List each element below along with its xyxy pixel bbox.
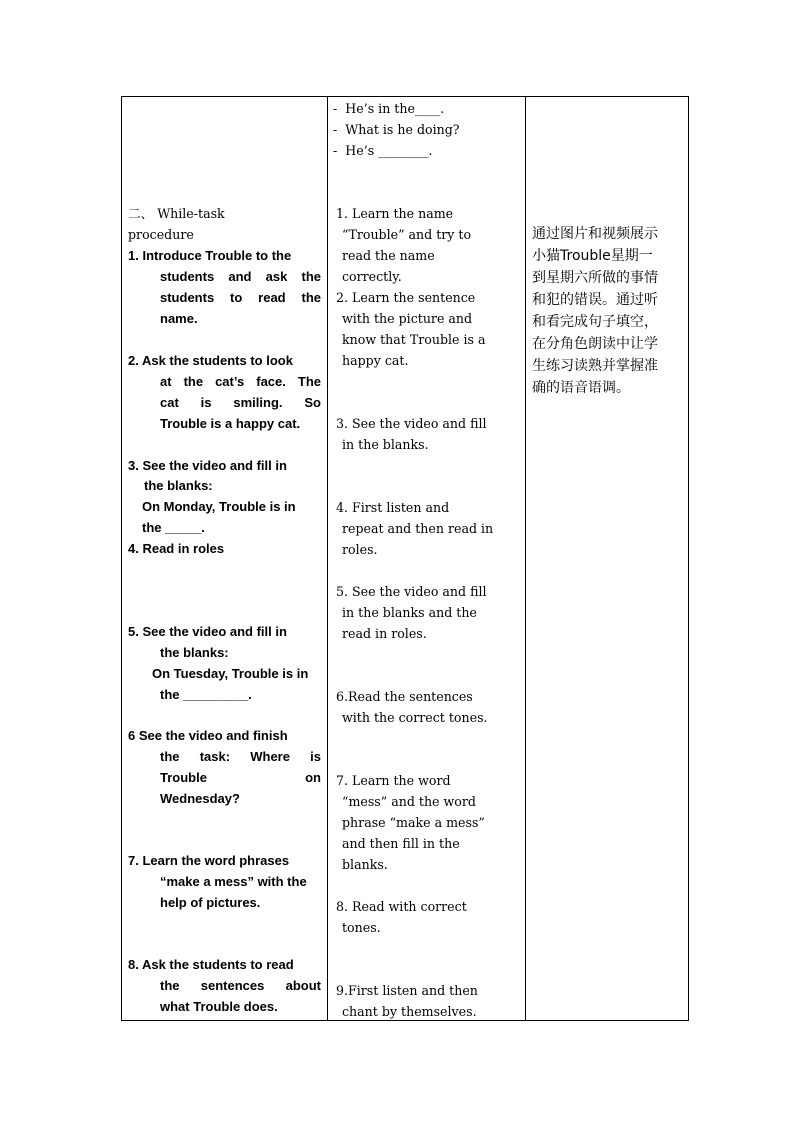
activity-line: and then fill in the — [342, 836, 460, 851]
activity-line: know that Trouble is a — [342, 332, 486, 347]
procedure-line: help of pictures. — [160, 895, 261, 910]
activity-line: 8. Read with correct — [336, 899, 467, 914]
design-purpose-column — [526, 97, 689, 1020]
activity-line: roles. — [342, 542, 378, 557]
procedure-line: On Monday, Trouble is in — [142, 499, 296, 514]
activity-line: “mess” and the word — [342, 794, 476, 809]
dialogue-line: - What is he doing? — [333, 122, 460, 137]
activity-line: repeat and then read in — [342, 521, 494, 536]
purpose-line: 到星期六所做的事情 — [532, 270, 658, 286]
procedure-line: the blanks: — [144, 478, 213, 493]
activity-line: “Trouble” and try to — [342, 227, 472, 242]
activity-line: 7. Learn the word — [336, 773, 451, 788]
purpose-line: 生练习读熟并掌握准 — [532, 358, 658, 374]
activity-line: correctly. — [342, 269, 402, 284]
purpose-line: 确的语音语调。 — [532, 380, 630, 396]
activity-line: blanks. — [342, 857, 388, 872]
section-heading: 二、 While-task — [128, 206, 225, 221]
procedure-line: 1. Introduce Trouble to the — [128, 248, 292, 263]
activity-line: 2. Learn the sentence — [336, 290, 476, 305]
procedure-line: 6 See the video and finish — [128, 728, 288, 743]
purpose-line: 和犯的错误。通过听 — [532, 292, 658, 308]
procedure-line: the task: Where is — [160, 749, 321, 764]
procedure-column — [122, 97, 327, 1020]
activity-line: phrase “make a mess” — [342, 815, 485, 830]
procedure-line: 2. Ask the students to look — [128, 353, 293, 368]
activity-line: 3. See the video and fill — [336, 416, 487, 431]
procedure-line: at the cat’s face. The — [160, 374, 321, 389]
procedure-line: 4. Read in roles — [128, 541, 225, 556]
procedure-line: 3. See the video and fill in — [128, 458, 287, 473]
activity-line: read the name — [342, 248, 435, 263]
dialogue-line: - He’s in the____. — [333, 101, 445, 116]
procedure-line: Trouble is a happy cat. — [160, 416, 301, 431]
procedure-line: 8. Ask the students to read — [128, 957, 294, 972]
procedure-line: 5. See the video and fill in — [128, 624, 287, 639]
activity-line: 4. First listen and — [336, 500, 450, 515]
activity-line: chant by themselves. — [342, 1004, 477, 1019]
procedure-line: the sentences about — [160, 978, 321, 993]
activity-line: in the blanks. — [342, 437, 429, 452]
procedure-line: students to read the — [160, 290, 321, 305]
section-heading: procedure — [128, 227, 194, 242]
purpose-line: 在分角色朗读中让学 — [532, 336, 658, 352]
procedure-line: the _________. — [160, 687, 252, 702]
activity-line: tones. — [342, 920, 381, 935]
procedure-line: the _____. — [142, 520, 205, 535]
student-activity-column — [328, 97, 525, 1020]
procedure-line: 7. Learn the word phrases — [128, 853, 290, 868]
activity-line: 5. See the video and fill — [336, 584, 487, 599]
procedure-line: students and ask the — [160, 269, 321, 284]
activity-line: read in roles. — [342, 626, 427, 641]
activity-line: 9.First listen and then — [336, 983, 478, 998]
purpose-line: 小猫Trouble星期一 — [532, 248, 653, 264]
procedure-line: On Tuesday, Trouble is in — [152, 666, 309, 681]
activity-line: with the picture and — [342, 311, 473, 326]
purpose-line: 通过图片和视频展示 — [532, 226, 658, 242]
activity-line: 6.Read the sentences — [336, 689, 473, 704]
activity-line: with the correct tones. — [342, 710, 488, 725]
procedure-line: Wednesday? — [160, 791, 240, 806]
lesson-plan-table — [121, 96, 689, 1021]
procedure-line: the blanks: — [160, 645, 229, 660]
dialogue-line: - He’s ________. — [333, 143, 433, 158]
procedure-line: cat is smiling. So — [160, 395, 321, 410]
procedure-line: “make a mess” with the — [160, 874, 307, 889]
procedure-line: Trouble on — [160, 770, 321, 785]
procedure-line: name. — [160, 311, 198, 326]
activity-line: in the blanks and the — [342, 605, 477, 620]
purpose-line: 和看完成句子填空， — [532, 314, 658, 330]
activity-line: 1. Learn the name — [336, 206, 454, 221]
activity-line: happy cat. — [342, 353, 409, 368]
procedure-line: what Trouble does. — [160, 999, 278, 1014]
